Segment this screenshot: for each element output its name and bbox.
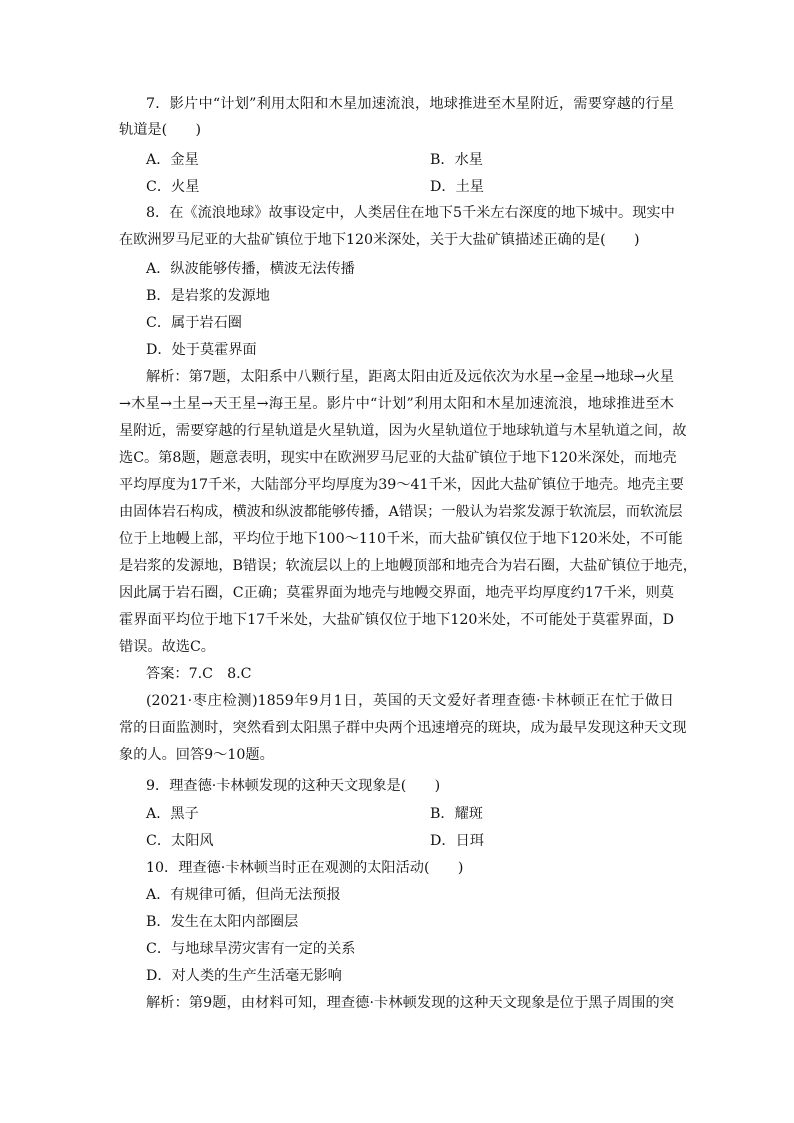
- q8-option-b: B．是岩浆的发源地: [146, 288, 270, 304]
- material-line: 常的日面监测时，突然看到太阳黑子群中央两个迅速增亮的斑块，成为最早发现这种天文现: [119, 720, 687, 736]
- q9-stem: 9．理查德·卡林顿发现的这种天文现象是( ): [146, 778, 441, 794]
- analysis1-line: 平均厚度为17千米，大陆部分平均厚度为39～41千米，因此大盐矿镇位于地壳。地壳主要: [119, 477, 684, 493]
- analysis1-line: 星附近，需要穿越的行星轨道是火星轨道，因为火星轨道位于地球轨道与木星轨道之间，故: [119, 423, 687, 439]
- analysis1-line: 是岩浆的发源地，B错误；软流层以上的上地幔顶部和地壳合为岩石圈，大盐矿镇位于地壳，: [119, 558, 697, 574]
- material-line: (2021·枣庄检测)1859年9月1日，英国的天文爱好者理查德·卡林顿正在忙于做日: [146, 693, 674, 709]
- q10-option-d: D．对人类的生产生活毫无影响: [146, 968, 342, 984]
- q7-option-c: C．火星: [146, 179, 200, 195]
- q10-option-c: C．与地球旱涝灾害有一定的关系: [146, 941, 356, 957]
- analysis2-line: 解析：第9题，由材料可知，理查德·卡林顿发现的这种天文现象是位于黑子周围的突: [146, 995, 674, 1011]
- answer-7-8: 答案：7.C 8.C: [146, 666, 252, 682]
- analysis1-line: 选C。第8题，题意表明，现实中在欧洲罗马尼亚的大盐矿镇位于地下120米深处，而地壳: [119, 450, 677, 466]
- q9-option-b: B．耀斑: [430, 806, 483, 822]
- q9-option-c: C．太阳风: [146, 833, 214, 849]
- q9-option-d: D．日珥: [430, 833, 484, 849]
- material-line: 象的人。回答9～10题。: [119, 747, 274, 763]
- q9-option-a: A．黑子: [146, 806, 199, 822]
- q10-stem: 10．理查德·卡林顿当时正在观测的太阳活动( ): [146, 860, 464, 876]
- analysis1-line: 解析：第7题，太阳系中八颗行星，距离太阳由近及远依次为水星→金星→地球→火星: [146, 369, 674, 385]
- q10-option-a: A．有规律可循，但尚无法预报: [146, 887, 341, 903]
- q8-stem-line2: 在欧洲罗马尼亚的大盐矿镇位于地下120米深处，关于大盐矿镇描述正确的是( ): [119, 232, 640, 248]
- q7-stem-line2: 轨道是( ): [119, 122, 202, 138]
- q7-option-d: D．土星: [430, 179, 484, 195]
- analysis1-line: 位于上地幔上部，平均位于地下100～110千米，而大盐矿镇仅位于地下120米处，不可能: [119, 531, 683, 547]
- q7-option-a: A．金星: [146, 152, 199, 168]
- q8-option-a: A．纵波能够传播，横波无法传播: [146, 261, 355, 277]
- analysis1-line: →木星→土星→天王星→海王星。影片中“计划”利用太阳和木星加速流浪，地球推进至木: [119, 396, 674, 412]
- analysis1-line: 霍界面平均位于地下17千米处，大盐矿镇仅位于地下120米处，不可能处于莫霍界面，D: [119, 612, 674, 628]
- analysis1-line: 错误。故选C。: [119, 639, 215, 655]
- q8-option-c: C．属于岩石圈: [146, 315, 242, 331]
- q8-option-d: D．处于莫霍界面: [146, 342, 257, 358]
- q7-option-b: B．水星: [430, 152, 483, 168]
- q10-option-b: B．发生在太阳内部圈层: [146, 914, 299, 930]
- analysis1-line: 因此属于岩石圈，C正确；莫霍界面为地壳与地幔交界面，地壳平均厚度约17千米，则莫: [119, 585, 674, 601]
- analysis1-line: 由固体岩石构成，横波和纵波都能够传播，A错误；一般认为岩浆发源于软流层，而软流层: [119, 504, 683, 520]
- q8-stem-line1: 8．在《流浪地球》故事设定中，人类居住在地下5千米左右深度的地下城中。现实中: [146, 205, 675, 221]
- q7-stem-line1: 7．影片中“计划”利用太阳和木星加速流浪，地球推进至木星附近，需要穿越的行星: [146, 96, 674, 112]
